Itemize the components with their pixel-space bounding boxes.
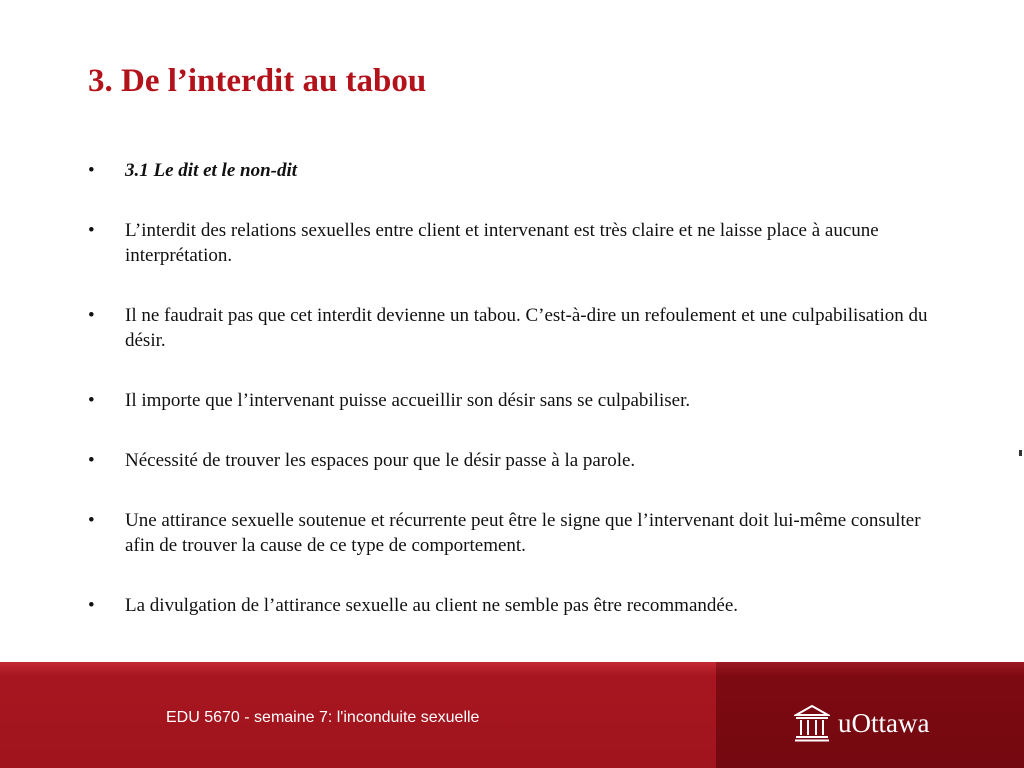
bullet-text: Il importe que l’intervenant puisse accueillir son désir sans se culpabiliser.	[125, 390, 691, 411]
bullet-item	[88, 388, 948, 413]
uottawa-wordmark: uOttawa	[838, 708, 930, 738]
slide-title: 3. De l’interdit au tabou	[88, 63, 427, 99]
footer-logo-panel	[716, 662, 1024, 768]
bullet-marker: •	[88, 160, 95, 181]
bullet-item-subheading	[88, 158, 948, 183]
bullet-marker: •	[88, 220, 95, 241]
footer-course-text: EDU 5670 - semaine 7: l'inconduite sexuelle	[166, 709, 480, 726]
bullet-text: L’interdit des relations sexuelles entre client et intervenant est très claire et ne laisse place à aucune interprétation.	[125, 220, 879, 266]
bullet-item	[88, 303, 948, 353]
bullet-marker: •	[88, 510, 95, 531]
bullet-marker: •	[88, 305, 95, 326]
bullet-marker: •	[88, 595, 95, 616]
bullet-item	[88, 508, 948, 558]
bullet-marker: •	[88, 390, 95, 411]
bullet-marker: •	[88, 450, 95, 471]
footer-bar	[0, 662, 1024, 768]
uottawa-logo	[794, 704, 954, 744]
bullet-text: La divulgation de l’attirance sexuelle au client ne semble pas être recommandée.	[125, 595, 739, 616]
bullet-item	[88, 448, 948, 473]
university-building-icon	[794, 704, 830, 742]
bullet-list	[88, 158, 948, 618]
bullet-text: 3.1 Le dit et le non-dit	[125, 160, 298, 181]
bullet-text: Nécessité de trouver les espaces pour que le désir passe à la parole.	[125, 450, 636, 471]
footer-course-panel	[0, 662, 716, 768]
bullet-text: Il ne faudrait pas que cet interdit devienne un tabou. C’est-à-dire un refoulement et une culpabilisation du désir.	[125, 305, 928, 351]
bullet-item	[88, 593, 948, 618]
edge-mark	[1019, 450, 1022, 456]
bullet-text: Une attirance sexuelle soutenue et récurrente peut être le signe que l’intervenant doit lui-même consulter afin de trouver la cause de ce type de comportement.	[125, 510, 921, 556]
bullet-item	[88, 218, 948, 268]
